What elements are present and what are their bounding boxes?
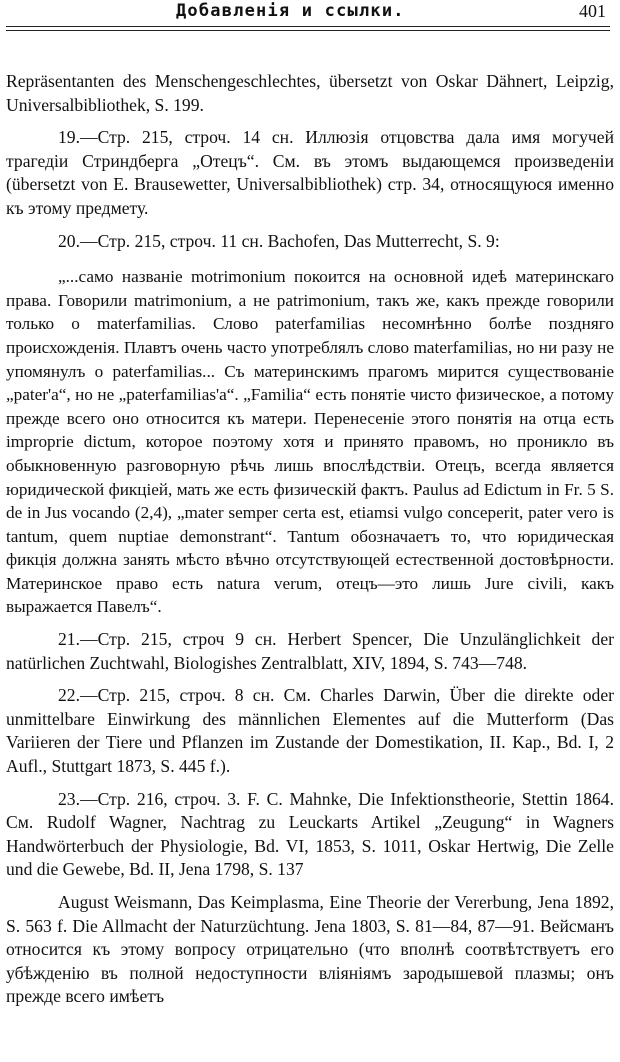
header-rule-lower: [6, 30, 610, 31]
note-21: 21.—Стр. 215, строч 9 сн. Herbert Spencer, Die Unzulänglichkeit der natürlichen Zuchtwahl, Biologishes Zentralblatt, XIV, 1894, S. 743—748.: [6, 629, 614, 673]
running-title: Добавленія и ссылки.: [176, 1, 405, 21]
page-header: [6, 0, 610, 28]
note-23: 23.—Стр. 216, строч. 3. F. C. Mahnke, Die Infektionstheorie, Stettin 1864. См. Rudolf Wagner, Nachtrag zu Leuckarts Artikel „Zeugung“ in Wagners Handwörterbuch der Physiologie, Bd. VI, 1853, S. 1011, Oskar Hertwig, Die Zelle und die Gewebe, Bd. II, Jena 1798, S. 137: [6, 788, 614, 880]
note-23-continued: August Weismann, Das Keimplasma, Eine Theorie der Vererbung, Jena 1892, S. 563 f. Die Allmacht der Naturzüchtung. Jena 1803, S. 81—84, 87—91. Вейсманъ относится къ этому вопросу отрицательно (что вполнѣ соотвѣтствуетъ его убѣжденію въ полной недоступности вліяніямъ зародышевой плазмы; онъ прежде всего имѣетъ: [6, 892, 614, 1007]
page-body: [6, 70, 614, 1009]
note-19: 19.—Стр. 215, строч. 14 сн. Иллюзія отцовства дала имя могучей трагедіи Стриндберга „Отецъ“. См. въ этомъ выдающемся произведеніи (übersetzt von E. Brausewetter, Universalbibliothek) стр. 34, относящуюся именно къ этому предмету.: [6, 127, 614, 218]
paragraph-continuation: Repräsentanten des Menschengeschlechtes, übersetzt von Oskar Dähnert, Leipzig, Universalbibliothek, S. 199.: [6, 71, 614, 115]
note-20: 20.—Стр. 215, строч. 11 сн. Bachofen, Das Mutterrecht, S. 9:: [58, 230, 500, 251]
page-number: 401: [579, 1, 606, 21]
note-20-quotation: „...само названіе motrimonium покоится на основной идеѣ материнскаго права. Говорили matrimonium, а не patrimonium, такъ же, какъ прежде говорили только о materfamilias. Слово paterfamilias несомнѣнно болѣе поздняго происхожденія. Плавтъ очень часто употреблялъ слово materfamilias, но ни разу не упомянулъ о paterfamilias... Съ материнскимъ прагомъ мирится существованіе „pater'a“, но не „paterfamilias'a“. „Familia“ есть понятіе чисто физическое, а потому прежде всего оно относится къ матери. Перенесеніе этого понятія на отца есть improprie dictum, которое поэтому хотя и принято правомъ, но проникло въ обыкновенную разговорную рѣчь лишь впослѣдствіи. Отецъ, всегда является юридической фикціей, мать же есть физическій фактъ. Paulus ad Edictum in Fr. 5 S. de in Jus vocando (2,4), „mater semper certa est, etiamsi vulgo conceperit, pater vero is tantum, quem nuptiae demonstrant“. Tantum обозначаетъ то, что юридическая фикція должна занять мѣсто вѣчно отсутствующей естественной достовѣрности. Материнское право есть natura verum, отецъ—это лишь Jure civili, какъ выражается Павелъ“.: [6, 267, 614, 617]
header-rule: [6, 26, 610, 27]
note-22: 22.—Стр. 215, строч. 8 сн. См. Charles Darwin, Über die direkte oder unmittelbare Einwirkung des männlichen Elementes auf die Mutterform (Das Variieren der Tiere und Pflanzen im Zustande der Domestikation, II. Kap., Bd. I, 2 Aufl., Stuttgart 1873, S. 445 f.).: [6, 685, 614, 777]
